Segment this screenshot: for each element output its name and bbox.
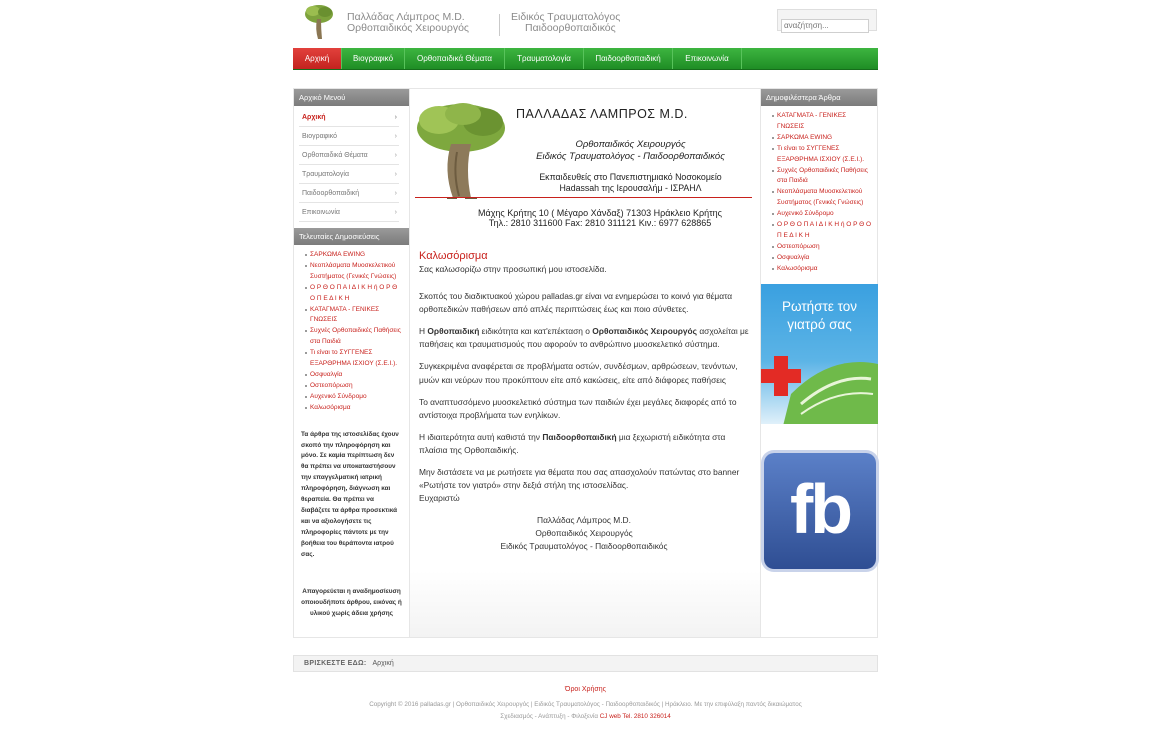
popular-article-link[interactable]: Καλωσόρισμα — [772, 264, 872, 275]
recent-post-link[interactable]: Ο Ρ Θ Ο Π Α Ι Δ Ι Κ Η ή Ο Ρ Θ Ο Π Ε Δ Ι Κ Η — [305, 283, 401, 305]
sidebar-item-label: Ορθοπαιδικά Θέματα — [302, 152, 368, 159]
recent-post-link[interactable]: ΣΑΡΚΩΜΑ EWING — [305, 250, 401, 261]
site-logo[interactable] — [303, 3, 623, 43]
facebook-icon: fb — [789, 470, 851, 548]
nav-orthopedic-topics[interactable]: Ορθοπαιδικά Θέματα — [405, 48, 505, 69]
nav-biography[interactable]: Βιογραφικό — [342, 48, 405, 69]
chevron-right-icon: › — [394, 190, 397, 197]
popular-article-link[interactable]: ΚΑΤΑΓΜΑΤΑ - ΓΕΝΙΚΕΣ ΓΝΩΣΕΙΣ — [772, 111, 872, 133]
phones: Τηλ.: 2810 311600 Fax: 2810 311121 Κιν.: 6977 628865 — [488, 218, 712, 228]
sidebar-item-home[interactable] — [299, 108, 399, 127]
popular-article-link[interactable]: Οσφυαλγία — [772, 253, 872, 264]
popular-article-link[interactable]: Τι είναι το ΣΥΓΓΕΝΕΣ ΕΞΑΡΘΡΗΜΑ ΙΣΧΙΟΥ (Σ.Ε.Ι.). — [772, 144, 872, 166]
logo-pediatric: Παιδοορθοπαιδικός — [525, 22, 616, 34]
letterhead — [413, 98, 753, 208]
recent-post-link[interactable]: Οστεοπόρωση — [305, 381, 401, 392]
page-wrapper — [293, 0, 878, 745]
sidebar-item-biography[interactable] — [299, 127, 399, 146]
article-thanks: Ευχαριστώ — [419, 493, 460, 504]
recent-post-link[interactable]: Οσφυαλγία — [305, 370, 401, 381]
left-sidebar — [293, 88, 410, 638]
education-line1: Εκπαιδευθείς στο Πανεπιστημιακό Νοσοκομείο — [539, 172, 722, 182]
tree-illustration-icon — [413, 100, 509, 200]
article-paragraph: Σκοπός του διαδικτυακού χώρου palladas.gr είναι να ενημερώσει το κοινό για θέματα ορθοπεδικών παθήσεων από απλές περιπτώσεις έως και ποιο σύνθετες. — [419, 291, 733, 315]
sidebar-item-contact[interactable] — [299, 203, 399, 222]
nav-contact[interactable]: Επικοινωνία — [673, 48, 742, 69]
terms-of-use-link[interactable]: Όροι Χρήσης — [565, 686, 606, 693]
welcome-article — [419, 249, 749, 553]
sidebar-item-label: Τραυματολογία — [302, 171, 350, 178]
recent-post-link[interactable]: Συχνές Ορθοπαιδικές Παθήσεις στα Παιδιά — [305, 326, 401, 348]
sidebar-item-orthopedic-topics[interactable] — [299, 146, 399, 165]
sidebar-item-label: Επικοινωνία — [302, 209, 340, 216]
sidebar-item-pediatric[interactable] — [299, 184, 399, 203]
article-paragraph: Συγκεκριμένα αναφέρεται σε προβλήματα οστών, συνδέσμων, αρθρώσεων, τενόντων, μυών και νεύρων που προκύπτουν είτε από κακώσεις, είτε από διάφορες παθήσεις — [419, 361, 738, 385]
doctor-name: ΠΑΛΛΑΔΑΣ ΛΑΜΠΡΟΣ M.D. — [516, 107, 688, 121]
breadcrumb-home[interactable]: Αρχική — [372, 660, 394, 667]
article-paragraph: Η Ορθοπαιδική ειδικότητα και κατ'επέκταση ο Ορθοπαιδικός Χειρουργός ασχολείται με παθήσεις και τραυματισμούς που αφορούν το ανθρώπινο μυοσκελετικό σύστημα. — [419, 326, 749, 350]
sidebar-item-label: Βιογραφικό — [302, 133, 338, 140]
breadcrumb — [293, 655, 878, 672]
footer-design-credit: Σχεδιασμός - Ανάπτυξη - Φιλοξενία CJ web Tel. 2810 326014 — [500, 713, 671, 720]
search-box — [777, 9, 877, 31]
popular-article-link[interactable]: Οστεοπόρωση — [772, 242, 872, 253]
nav-home[interactable]: Αρχική — [293, 48, 342, 69]
recent-post-link[interactable]: Τι είναι το ΣΥΓΓΕΝΕΣ ΕΞΑΡΘΡΗΜΑ ΙΣΧΙΟΥ (Σ.Ε.Ι.). — [305, 348, 401, 370]
popular-article-link[interactable]: Ο Ρ Θ Ο Π Α Ι Δ Ι Κ Η ή Ο Ρ Θ Ο Π Ε Δ Ι Κ Η — [772, 220, 872, 242]
chevron-right-icon: › — [394, 133, 397, 140]
title-surgeon: Ορθοπαιδικός Χειρουργός — [575, 139, 686, 150]
popular-articles-title: Δημοφιλέστερα Άρθρα — [761, 89, 877, 106]
popular-article-link[interactable]: Νεοπλάσματα Μυοσκελετικού Συστήματος (Γενικές Γνώσεις) — [772, 187, 872, 209]
recent-post-link[interactable]: Καλωσόρισμα — [305, 403, 401, 414]
chevron-right-icon: › — [394, 152, 397, 159]
article-title: Καλωσόρισμα — [419, 250, 488, 262]
search-input[interactable] — [781, 19, 869, 33]
facebook-banner[interactable] — [764, 453, 876, 569]
recent-post-link[interactable]: Νεοπλάσματα Μυοσκελετικού Συστήματος (Γενικές Γνώσεις) — [305, 261, 401, 283]
nav-pediatric-orthopedics[interactable]: Παιδοορθοπαιδική — [584, 48, 673, 69]
footer — [293, 684, 878, 723]
main-nav — [293, 48, 878, 70]
nav-traumatology[interactable]: Τραυματολογία — [505, 48, 584, 69]
popular-article-link[interactable]: Αυχενικό Σύνδρομο — [772, 209, 872, 220]
article-intro: Σας καλωσορίζω στην προσωπική μου ιστοσελίδα. — [419, 264, 607, 274]
cj-web-link[interactable]: CJ web Tel. 2810 326014 — [599, 713, 671, 720]
disclaimer-text: Τα άρθρα της ιστοσελίδας έχουν σκοπό την πληροφόρηση και μόνο. Σε καμία περίπτωση δεν θα πρέπει να υποκαταστήσουν την επαγγελματική ιατρική πληροφόρηση, διάγνωση και θεραπεία. Θα πρέπει να διαβάζετε τα άρθρα προσεκτικά και να αξιολογήσετε τις πληροφορίες πάντοτε με την βοήθεια του θεράποντα ιατρού σας. — [301, 430, 399, 558]
medical-cross-icon — [761, 334, 878, 424]
sidebar-item-label: Αρχική — [302, 114, 326, 121]
copyright-notice: Απαγορεύεται η αναδημοσίευση οποιουδήποτε άρθρου, εικόνας ή υλικού χωρίς άδεια χρήσης — [301, 588, 402, 618]
logo-name: Παλλάδας Λάμπρος M.D. — [347, 11, 465, 23]
popular-article-link[interactable]: ΣΑΡΚΩΜΑ EWING — [772, 133, 872, 144]
logo-divider — [499, 14, 500, 36]
right-sidebar — [760, 88, 878, 638]
popular-article-link[interactable]: Συχνές Ορθοπαιδικές Παθήσεις στα Παιδιά — [772, 166, 872, 188]
recent-post-link[interactable]: Αυχενικό Σύνδρομο — [305, 392, 401, 403]
sidebar-item-traumatology[interactable] — [299, 165, 399, 184]
sidebar-item-label: Παιδοορθοπαιδική — [302, 190, 360, 197]
article-paragraph: Το αναπτυσσόμενο μυοσκελετικό σύστημα των παιδιών έχει μεγάλες διαφορές από το αντίστοιχα προβλήματα των ενηλίκων. — [419, 396, 737, 420]
article-paragraph: Μην διστάσετε να με ρωτήσετε για θέματα που σας απασχολούν πατώντας στο banner «Ρωτήστε τον γιατρό» στην δεξιά στήλη της ιστοσελίδας. — [419, 467, 740, 491]
recent-posts-list — [294, 245, 409, 414]
signature-specialty: Ειδικός Τραυματολόγος - Παιδοορθοπαιδικός — [500, 541, 668, 552]
footer-copyright: Copyright © 2016 palladas.gr | Ορθοπαιδικός Χειρουργός | Ειδικός Τραυματολόγος - Παιδοορθοπαιδικός | Ηράκλειο. Με την επιφύλαξη παντός δικαιώματος — [369, 701, 802, 708]
logo-specialty: Ορθοπαιδικός Χειρουργός — [347, 22, 469, 34]
popular-articles-list — [761, 106, 877, 275]
recent-posts-title: Τελευταίες Δημοσιεύσεις — [294, 228, 409, 245]
ask-doctor-text: Ρωτήστε τον γιατρό σας — [781, 299, 858, 332]
chevron-right-icon: › — [394, 209, 397, 216]
address: Μάχης Κρήτης 10 ( Μέγαρο Χάνδαξ) 71303 Ηράκλειο Κρήτης — [478, 208, 722, 218]
chevron-right-icon: › — [394, 114, 397, 121]
ask-doctor-banner[interactable] — [761, 284, 878, 424]
letterhead-divider — [415, 197, 752, 198]
main-menu-title: Αρχικό Μενού — [294, 89, 409, 106]
chevron-right-icon: › — [394, 171, 397, 178]
education-line2: Hadassah της Ιερουσαλήμ - ΙΣΡΑΗΛ — [559, 183, 702, 193]
breadcrumb-label: ΒΡΙΣΚΕΣΤΕ ΕΔΩ: — [304, 660, 367, 667]
recent-post-link[interactable]: ΚΑΤΑΓΜΑΤΑ - ΓΕΝΙΚΕΣ ΓΝΩΣΕΙΣ — [305, 305, 401, 327]
signature-name: Παλλάδας Λάμπρος M.D. — [537, 515, 631, 526]
article-paragraph: Η ιδιαιτερότητα αυτή καθιστά την Παιδοορθοπαιδική μια ξεχωριστή ειδικότητα στα πλαίσια της Ορθοπαιδικής. — [419, 431, 726, 455]
main-content — [410, 88, 760, 638]
signature-title: Ορθοπαιδικός Χειρουργός — [535, 528, 633, 539]
title-trauma-pediatric: Ειδικός Τραυματολόγος - Παιδοορθοπαιδικός — [536, 151, 725, 162]
tree-logo-icon — [303, 3, 335, 41]
logo-trauma: Ειδικός Τραυματολόγος — [511, 11, 621, 23]
